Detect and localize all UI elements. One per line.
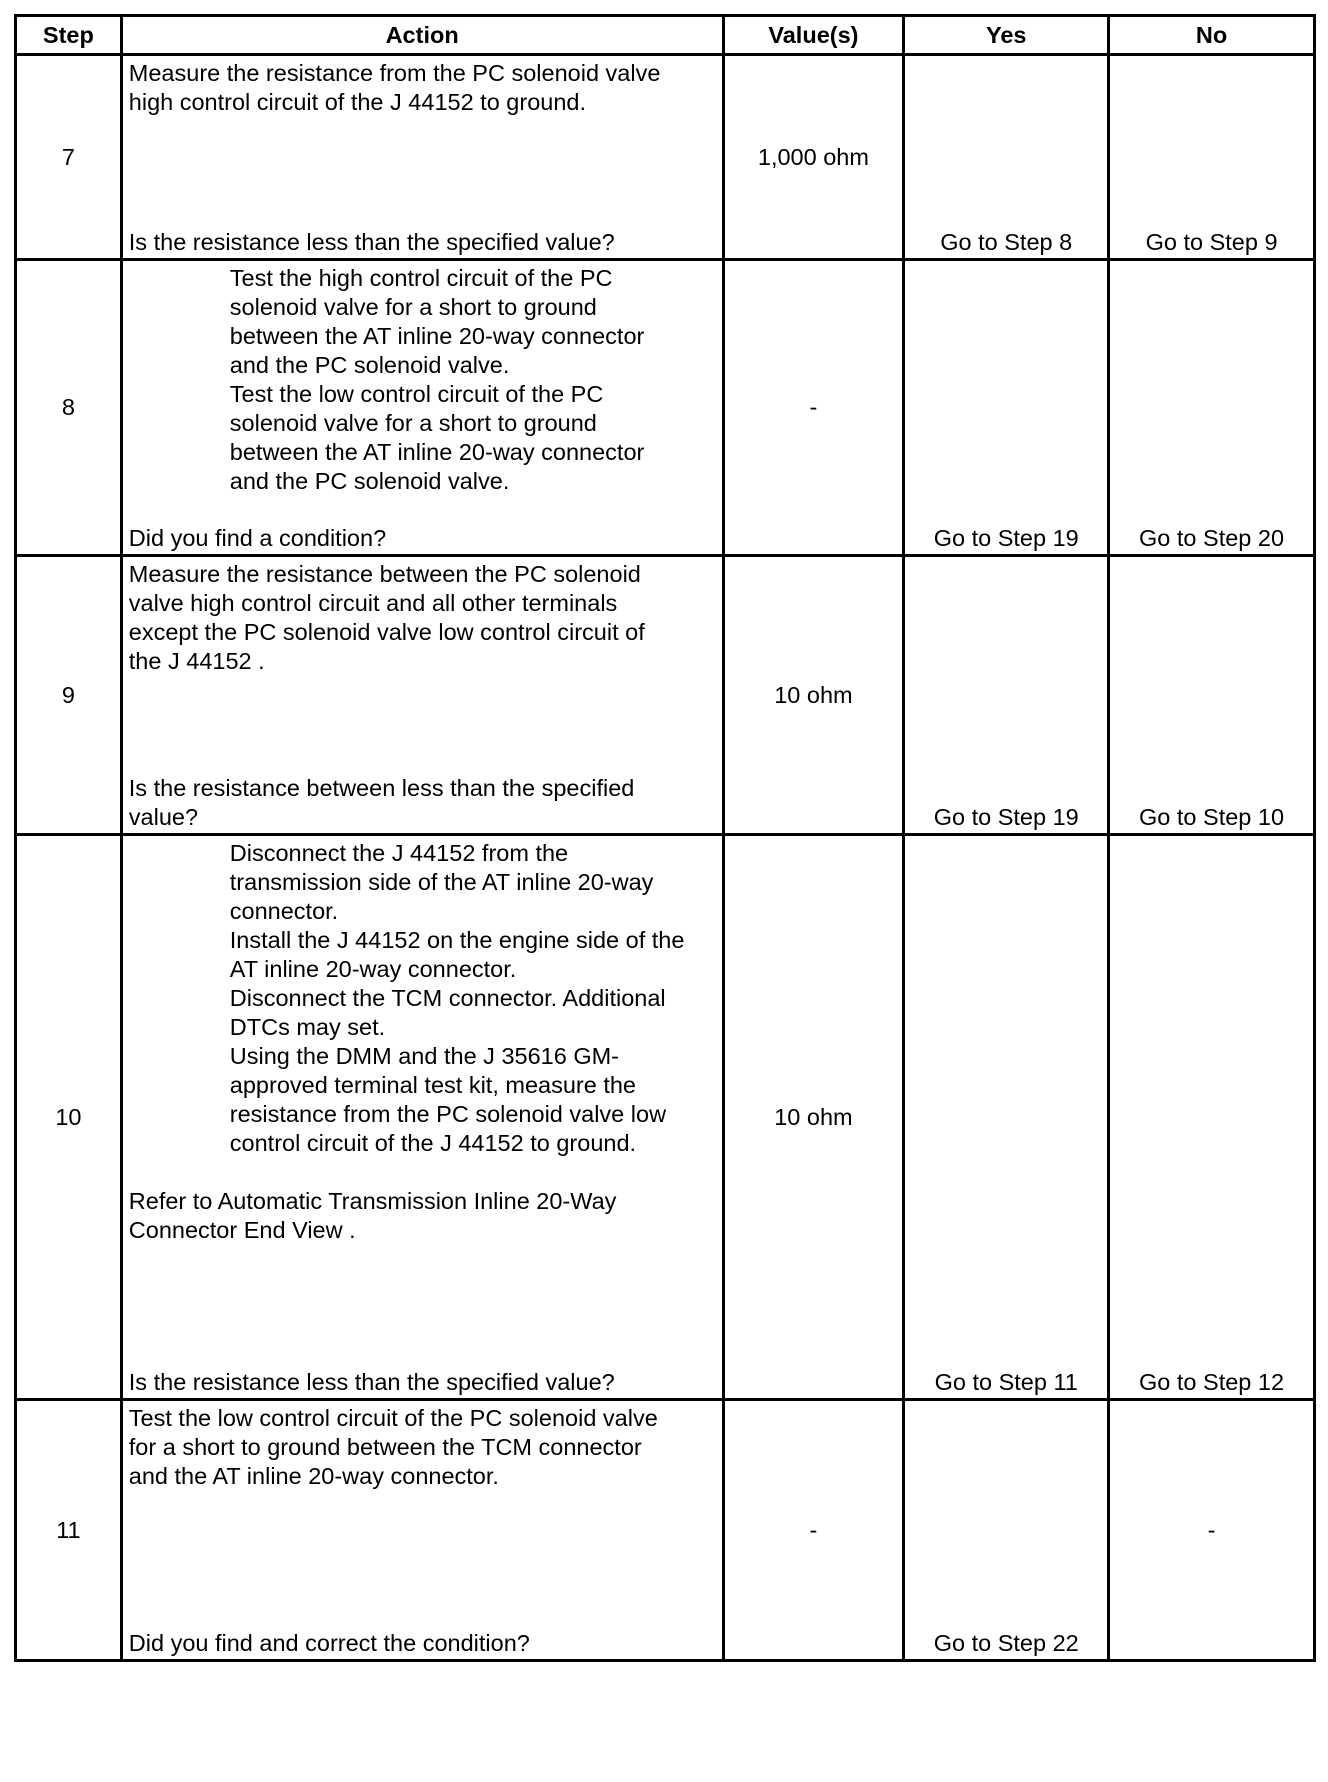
action-question: Is the resistance less than the specified value? <box>128 1369 615 1395</box>
value-cell: 10 ohm <box>723 556 904 835</box>
step-number: 11 <box>16 1400 122 1661</box>
yes-cell: Go to Step 11 <box>904 835 1109 1400</box>
yes-cell: Go to Step 22 <box>904 1400 1109 1661</box>
action-line: Test the low control circuit of the PC <box>229 381 604 407</box>
table-row <box>16 55 1315 260</box>
value-cell: 10 ohm <box>723 835 904 1400</box>
action-line: high control circuit of the J 44152 to ground. <box>128 89 587 115</box>
action-question: Did you find a condition? <box>128 525 387 551</box>
table-row <box>16 260 1315 556</box>
action-line: and the PC solenoid valve. <box>229 468 510 494</box>
action-question: value? <box>128 804 199 830</box>
action-line: between the AT inline 20-way connector <box>229 439 645 465</box>
action-line: Using the DMM and the J 35616 GM- <box>229 1043 620 1069</box>
action-line: transmission side of the AT inline 20-way <box>229 869 654 895</box>
action-line: DTCs may set. <box>229 1014 386 1040</box>
action-line: between the AT inline 20-way connector <box>229 323 645 349</box>
action-line: Measure the resistance between the PC solenoid <box>128 561 641 587</box>
action-question: Is the resistance between less than the specified <box>128 775 635 801</box>
action-line: approved terminal test kit, measure the <box>229 1072 637 1098</box>
action-line: connector. <box>229 898 339 924</box>
action-cell <box>121 835 723 1400</box>
value-cell: - <box>723 1400 904 1661</box>
table-row <box>16 1400 1315 1661</box>
step-number: 9 <box>16 556 122 835</box>
action-line: and the PC solenoid valve. <box>229 352 510 378</box>
value-cell: - <box>723 260 904 556</box>
action-line: solenoid valve for a short to ground <box>229 410 597 436</box>
no-cell: Go to Step 12 <box>1109 835 1315 1400</box>
no-cell: Go to Step 9 <box>1109 55 1315 260</box>
action-line: for a short to ground between the TCM connector <box>128 1434 642 1460</box>
table-row <box>16 556 1315 835</box>
table-row <box>16 835 1315 1400</box>
action-line: except the PC solenoid valve low control circuit of <box>128 619 645 645</box>
action-line: the J 44152 . <box>128 648 265 674</box>
action-question: Did you find and correct the condition? <box>128 1630 530 1656</box>
refer-line: Refer to Automatic Transmission Inline 20-Way <box>128 1188 617 1214</box>
step-number: 8 <box>16 260 122 556</box>
no-cell: Go to Step 20 <box>1109 260 1315 556</box>
yes-cell: Go to Step 19 <box>904 556 1109 835</box>
no-cell: - <box>1109 1400 1315 1661</box>
action-line: Install the J 44152 on the engine side of the <box>229 927 685 953</box>
yes-cell: Go to Step 8 <box>904 55 1109 260</box>
header-no: No <box>1109 16 1315 55</box>
header-yes: Yes <box>904 16 1109 55</box>
action-line: solenoid valve for a short to ground <box>229 294 597 320</box>
step-number: 7 <box>16 55 122 260</box>
action-line: valve high control circuit and all other terminals <box>128 590 618 616</box>
action-line: resistance from the PC solenoid valve low <box>229 1101 667 1127</box>
action-line: Test the low control circuit of the PC solenoid valve <box>128 1405 658 1431</box>
value-cell: 1,000 ohm <box>723 55 904 260</box>
refer-line: Connector End View . <box>128 1217 356 1243</box>
action-line: control circuit of the J 44152 to ground. <box>229 1130 637 1156</box>
action-question: Is the resistance less than the specified value? <box>128 229 615 255</box>
yes-cell: Go to Step 19 <box>904 260 1109 556</box>
no-cell: Go to Step 10 <box>1109 556 1315 835</box>
action-cell <box>121 556 723 835</box>
action-line: Disconnect the J 44152 from the <box>229 840 569 866</box>
action-line: Disconnect the TCM connector. Additional <box>229 985 666 1011</box>
action-line: and the AT inline 20-way connector. <box>128 1463 499 1489</box>
action-line: Measure the resistance from the PC solenoid valve <box>128 60 661 86</box>
action-cell <box>121 1400 723 1661</box>
action-cell <box>121 260 723 556</box>
header-values: Value(s) <box>723 16 904 55</box>
action-line: AT inline 20-way connector. <box>229 956 517 982</box>
diagnostic-table <box>14 14 1316 1662</box>
step-number: 10 <box>16 835 122 1400</box>
header-action: Action <box>121 16 723 55</box>
header-row <box>16 16 1315 55</box>
action-cell <box>121 55 723 260</box>
header-step: Step <box>16 16 122 55</box>
action-line: Test the high control circuit of the PC <box>229 265 613 291</box>
